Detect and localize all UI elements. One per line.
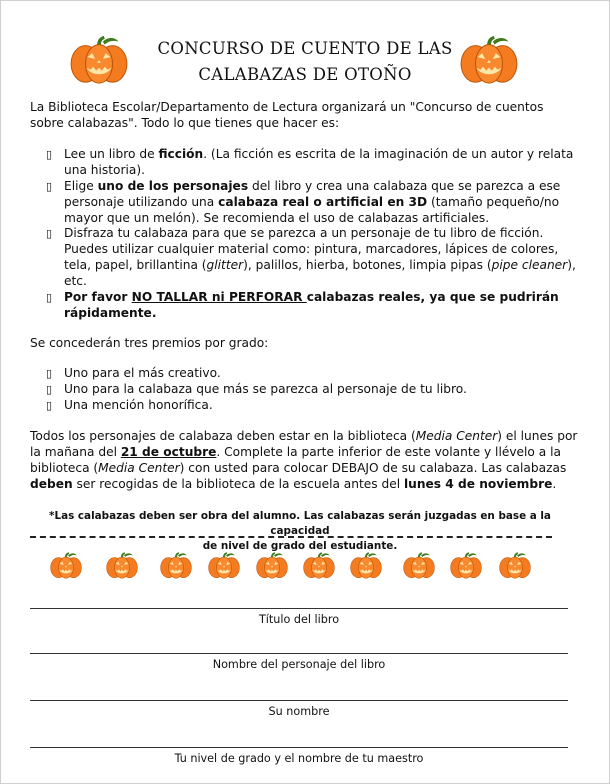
pumpkin-icon	[159, 551, 193, 580]
step-warning: Por favor NO TALLAR ni PERFORAR calabazas reales, ya que se pudrirán rápidamente.	[64, 290, 559, 320]
bullet-icon	[46, 179, 58, 191]
closing-paragraph: Todos los personajes de calabaza deben estar en la biblioteca (Media Center) el lunes por la mañana del 21 de octubre. Complete la parte inferior de este volante y llévelo a la biblioteca (Media Center) con usted para colocar DEBAJO de su calabaza. Las calabazas deben ser recogidas de la biblioteca de la escuela antes del lunes 4 de noviembre.	[30, 429, 578, 491]
student-name-label: Su nombre	[268, 705, 330, 718]
pumpkin-icon	[449, 551, 483, 580]
bullet-icon	[46, 366, 58, 378]
pumpkin-icon	[207, 551, 241, 580]
pumpkin-icon	[105, 551, 139, 580]
pumpkin-icon	[498, 551, 532, 580]
character-name-line[interactable]	[30, 653, 568, 654]
pumpkin-icon	[349, 551, 383, 580]
bullet-icon	[46, 290, 58, 302]
judging-note: *Las calabazas deben ser obra del alumno. Las calabazas serán juzgadas en base a la capacidad de nivel de grado del estudiante.	[49, 510, 551, 552]
step-read-book: Lee un libro de ficción. (La ficción es escrita de la imaginación de un autor y relata una historia).	[64, 147, 574, 177]
pumpkin-icon	[68, 34, 130, 86]
bullet-icon	[46, 398, 58, 410]
pumpkin-icon	[49, 551, 83, 580]
book-title-line[interactable]	[30, 608, 568, 609]
prizes-heading: Se concederán tres premios por grado:	[30, 336, 269, 350]
bullet-icon	[46, 382, 58, 394]
book-title-label: Título del libro	[258, 613, 340, 626]
cut-line	[30, 536, 552, 538]
grade-teacher-line[interactable]	[30, 747, 568, 748]
intro-paragraph: La Biblioteca Escolar/Departamento de Lectura organizará un "Concurso de cuentos sobre calabazas". Todo lo que tienes que hacer es:	[30, 100, 544, 130]
pumpkin-icon	[402, 551, 436, 580]
student-name-line[interactable]	[30, 700, 568, 701]
page-title: CONCURSO DE CUENTO DE LAS CALABAZAS DE OTOÑO	[157, 39, 453, 84]
pumpkin-icon	[302, 551, 336, 580]
pumpkin-icon	[255, 551, 289, 580]
prize-item: Uno para la calabaza que más se parezca al personaje de tu libro.	[64, 382, 467, 396]
grade-teacher-label: Tu nivel de grado y el nombre de tu maestro	[174, 752, 424, 765]
prize-item: Uno para el más creativo.	[64, 366, 221, 380]
prize-item: Una mención honorífica.	[64, 398, 213, 412]
bullet-icon	[46, 147, 58, 159]
step-decorate: Disfraza tu calabaza para que se parezca a un personaje de tu libro de ficción. Puedes utilizar cualquier material como: pintura, marcadores, lápices de colores, tela, papel, brillantina (glitter), palillos, hierba, botones, limpia pipas (pipe cleaner), etc.	[64, 226, 576, 288]
bullet-icon	[46, 226, 58, 238]
step-choose-character: Elige uno de los personajes del libro y crea una calabaza que se parezca a ese personaje utilizando una calabaza real o artificial en 3D (tamaño pequeño/no mayor que un melón). Se recomienda el uso de calabazas artificiales.	[64, 179, 561, 225]
character-name-label: Nombre del personaje del libro	[212, 658, 386, 671]
